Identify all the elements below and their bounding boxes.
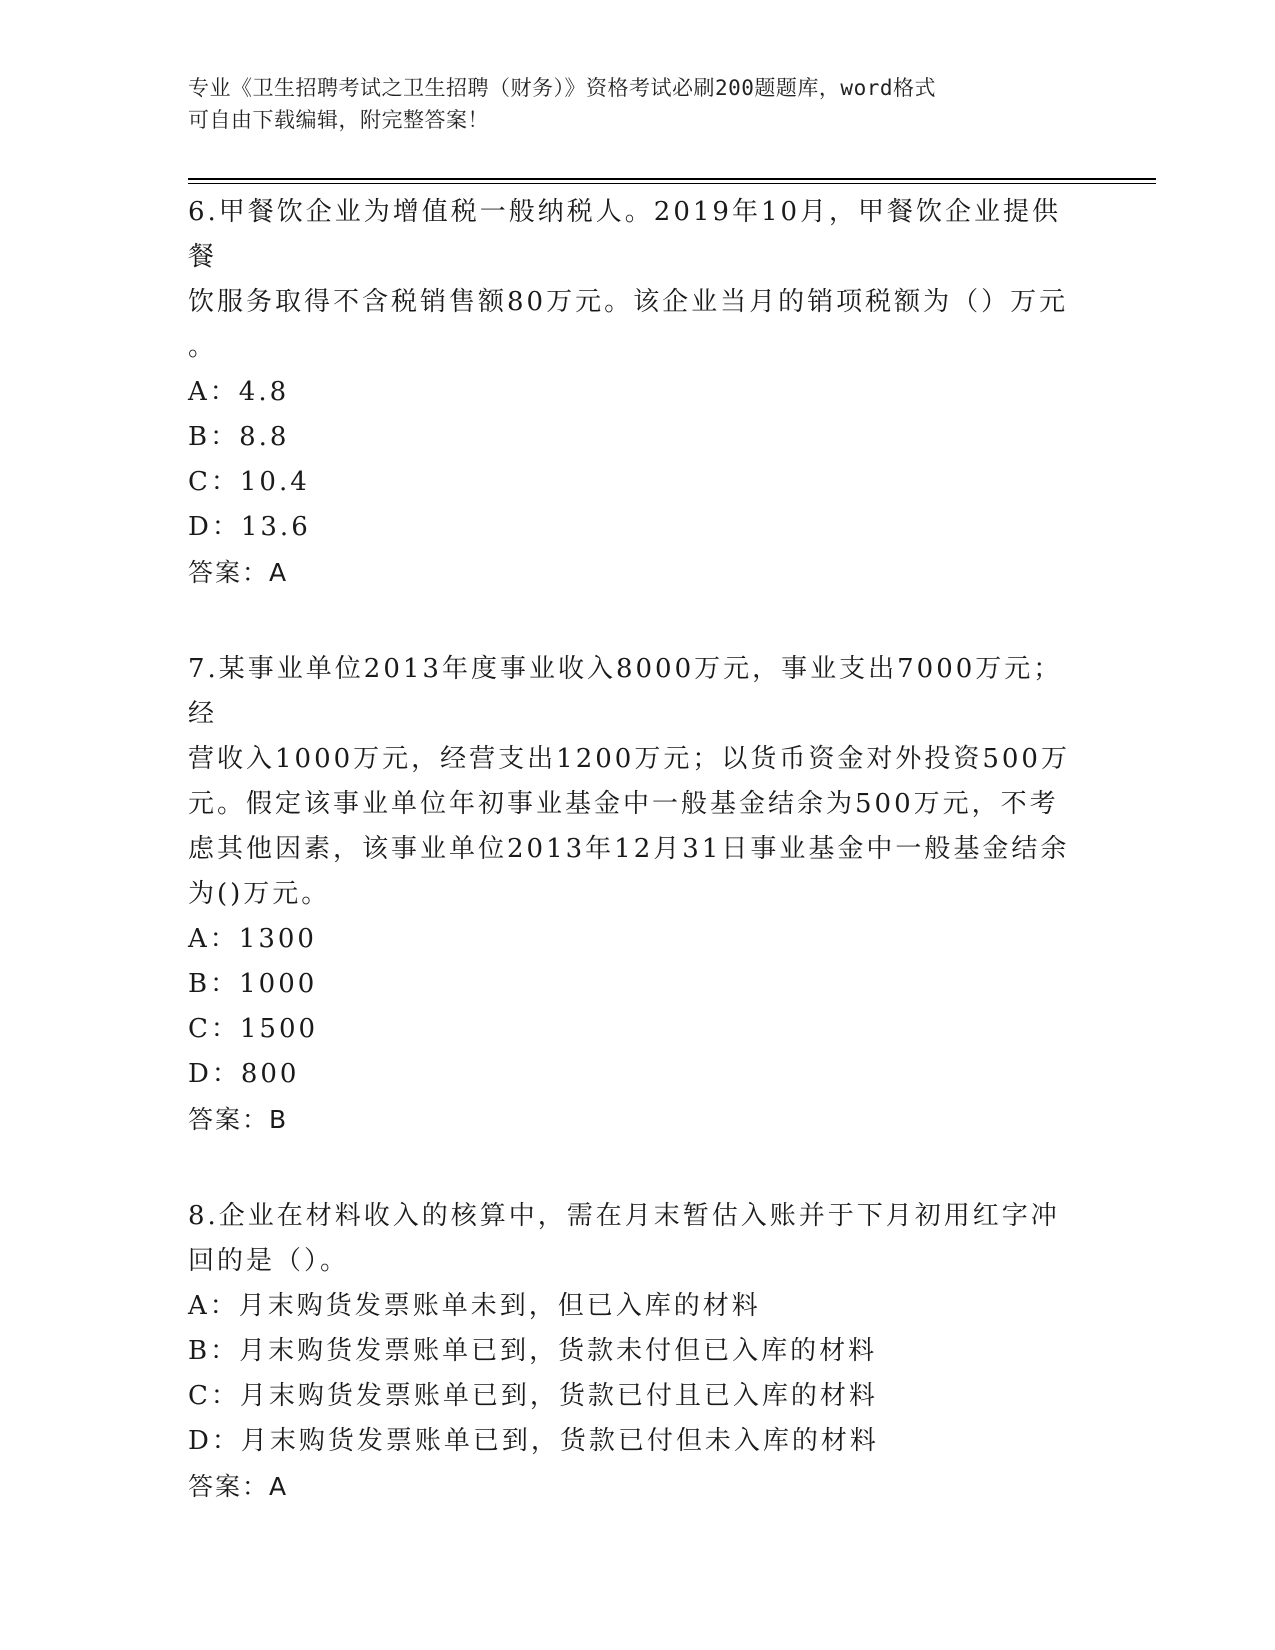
question-text-line: 7.某事业单位2013年度事业收入8000万元，事业支出7000万元；经 xyxy=(188,654,1063,729)
question-list xyxy=(188,190,1088,1509)
question-text-line: 回的是（）。 xyxy=(188,1246,350,1276)
question-6 xyxy=(188,190,1088,595)
option-d: D：月末购货发票账单已到，货款已付但未入库的材料 xyxy=(188,1426,879,1456)
option-a: A：1300 xyxy=(188,924,317,954)
spacer xyxy=(188,1142,1088,1194)
question-text-line: 6.甲餐饮企业为增值税一般纳税人。2019年10月，甲餐饮企业提供餐 xyxy=(188,197,1062,272)
answer: 答案：A xyxy=(188,558,289,587)
question-text-line: 饮服务取得不含税销售额80万元。该企业当月的销项税额为（）万元 xyxy=(188,287,1069,317)
page-header xyxy=(188,72,1088,136)
answer: 答案：B xyxy=(188,1105,289,1134)
question-text-line: 。 xyxy=(188,332,218,362)
question-text-line: 为()万元。 xyxy=(188,879,331,909)
question-text-line: 元。假定该事业单位年初事业基金中一般基金结余为500万元，不考 xyxy=(188,789,1059,819)
option-c: C：10.4 xyxy=(188,467,310,497)
header-line-2: 可自由下载编辑，附完整答案！ xyxy=(188,108,489,132)
spacer xyxy=(188,595,1088,647)
option-a: A：月末购货发票账单未到，但已入库的材料 xyxy=(188,1291,761,1321)
header-line-1: 专业《卫生招聘考试之卫生招聘（财务）》资格考试必刷200题题库，word格式 xyxy=(188,76,936,100)
option-a: A：4.8 xyxy=(188,377,290,407)
question-text-line: 营收入1000万元，经营支出1200万元；以货币资金对外投资500万 xyxy=(188,744,1070,774)
option-d: D：13.6 xyxy=(188,512,311,542)
option-c: C：1500 xyxy=(188,1014,319,1044)
answer: 答案：A xyxy=(188,1472,289,1501)
question-text-line: 虑其他因素，该事业单位2013年12月31日事业基金中一般基金结余 xyxy=(188,834,1070,864)
question-text-line: 8.企业在材料收入的核算中，需在月末暂估入账并于下月初用红字冲 xyxy=(188,1201,1060,1231)
header-rule-thin xyxy=(188,183,1156,184)
header-rule-thick xyxy=(188,178,1156,180)
option-b: B：8.8 xyxy=(188,422,290,452)
option-b: B：1000 xyxy=(188,969,318,999)
option-c: C：月末购货发票账单已到，货款已付且已入库的材料 xyxy=(188,1381,878,1411)
question-7 xyxy=(188,647,1088,1142)
question-8 xyxy=(188,1194,1088,1509)
option-d: D：800 xyxy=(188,1059,300,1089)
option-b: B：月末购货发票账单已到，货款未付但已入库的材料 xyxy=(188,1336,878,1366)
